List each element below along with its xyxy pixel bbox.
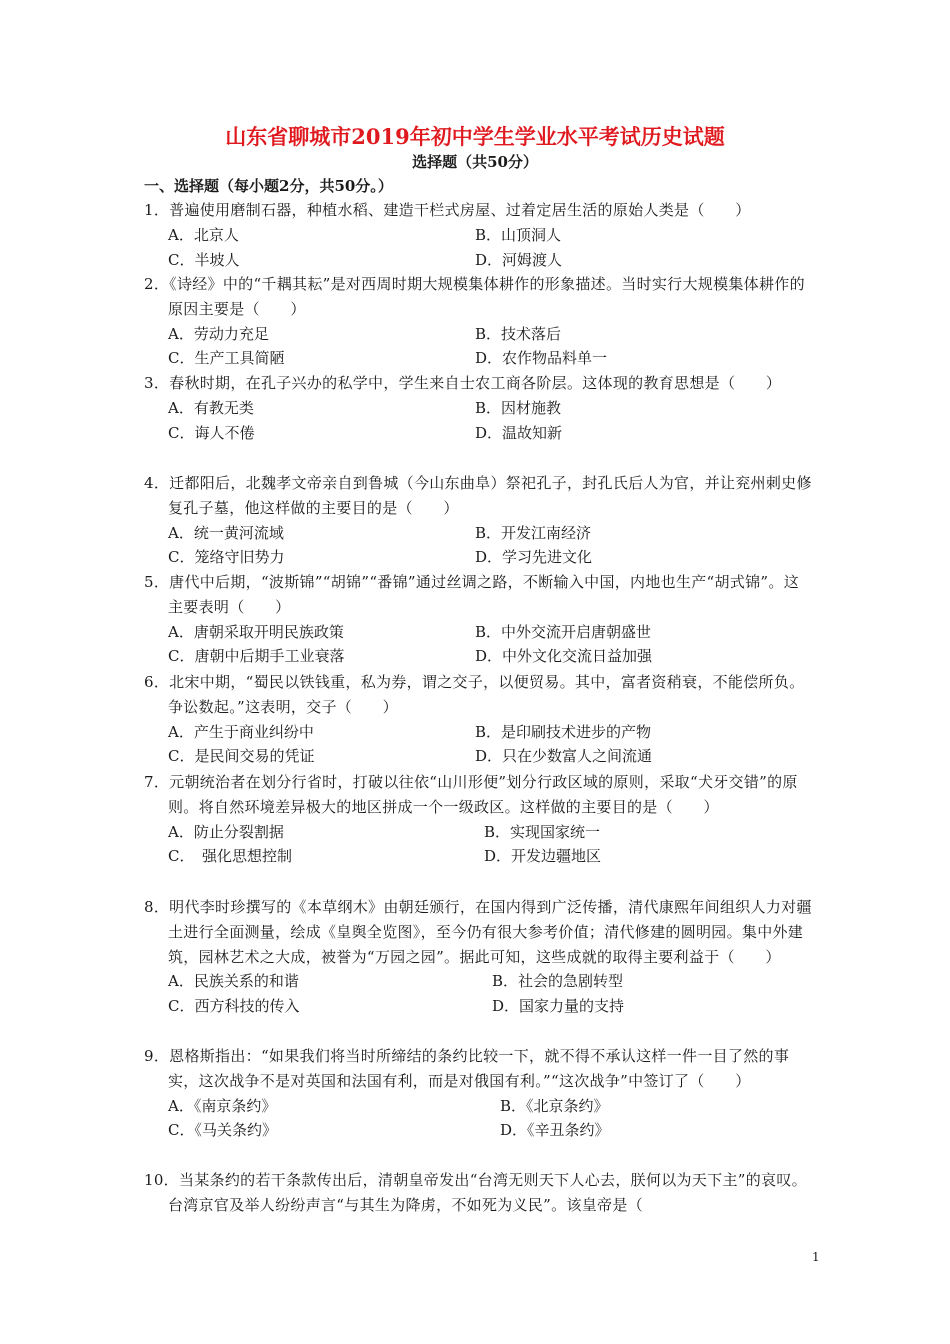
page-subtitle: 选择题（共50分） xyxy=(412,153,538,171)
question-stem: 3．春秋时期，在孔子兴办的私学中，学生来自士农工商各阶层。这体现的教育思想是（ ） xyxy=(144,374,782,392)
option-grid xyxy=(144,223,812,273)
option-grid xyxy=(144,1094,812,1144)
option-a[interactable]: A．有教无类 xyxy=(168,398,254,417)
page-number: 1 xyxy=(812,1250,820,1264)
question-stem: 5．唐代中后期，“波斯锦”“胡锦”“番锦”通过丝调之路，不断输入中国，内地也生产“胡式锦”。这主要表明（ ） xyxy=(144,573,799,616)
option-d[interactable]: D．中外文化交流日益加强 xyxy=(475,647,653,666)
option-grid xyxy=(144,396,812,446)
question-4 xyxy=(144,471,812,570)
option-b[interactable]: B．中外交流开启唐朝盛世 xyxy=(475,622,652,641)
option-c[interactable]: C．西方科技的传入 xyxy=(168,997,300,1016)
option-d[interactable]: D．农作物品料单一 xyxy=(475,349,608,368)
option-b[interactable]: B．是印刷技术进步的产物 xyxy=(475,722,652,741)
question-stem: 10．当某条约的若干条款传出后，清朝皇帝发出“台湾无则天下人心去，朕何以为天下主”的哀叹。台湾京官及举人纷纷声言“与其生为降虏，不如死为义民”。该皇帝是（ xyxy=(144,1171,807,1214)
question-7 xyxy=(144,770,812,869)
option-a[interactable]: A．北京人 xyxy=(168,225,239,244)
question-stem: 7．元朝统治者在划分行省时，打破以往依“山川形便”划分行政区域的原则，采取“犬牙交错”的原则。将自然环境差异极大的地区拼成一个一级政区。这样做的主要目的是（ ） xyxy=(144,773,798,816)
option-a[interactable]: A．劳动力充足 xyxy=(168,324,269,343)
option-b[interactable]: B．《北京条约》 xyxy=(500,1096,609,1115)
option-b[interactable]: B．因材施教 xyxy=(475,398,562,417)
page-title: 山东省聊城市2019年初中学生学业水平考试历史试题 xyxy=(225,124,725,149)
option-a[interactable]: A．产生于商业纠纷中 xyxy=(168,722,314,741)
option-b[interactable]: B．社会的急剧转型 xyxy=(492,972,624,991)
option-d[interactable]: D．学习先进文化 xyxy=(475,548,593,567)
option-grid xyxy=(144,322,812,372)
question-stem: 1．普遍使用磨制石器，种植水稻、建造干栏式房屋、过着定居生活的原始人类是（ ） xyxy=(144,201,751,219)
option-b[interactable]: B．实现国家统一 xyxy=(484,822,601,841)
question-5 xyxy=(144,570,812,669)
option-grid xyxy=(144,521,812,571)
option-a[interactable]: A．《南京条约》 xyxy=(168,1096,277,1115)
question-9 xyxy=(144,1044,812,1143)
section-heading: 一、选择题（每小题2分，共50分。） xyxy=(144,177,393,195)
option-d[interactable]: D．国家力量的支持 xyxy=(492,997,625,1016)
option-c[interactable]: C．笼络守旧势力 xyxy=(168,548,285,567)
option-a[interactable]: A．防止分裂割据 xyxy=(168,822,284,841)
option-b[interactable]: B．开发江南经济 xyxy=(475,523,592,542)
question-10 xyxy=(144,1168,812,1218)
question-stem: 8．明代李时珍撰写的《本草纲木》由朝廷颁行，在国内得到广泛传播，清代康熙年间组织人力对疆土进行全面测量，绘成《皇舆全览图》，至今仍有很大参考价值；清代修建的圆明园。集中外建筑，园林艺术之大成，被誉为“万园之园”。据此可知，这些成就的取得主要利益于（ ） xyxy=(144,898,812,966)
question-3 xyxy=(144,371,812,445)
question-stem: 9．恩格斯指出：“如果我们将当时所缔结的条约比较一下，就不得不承认这样一件一目了然的事实，这次战争不是对英国和法国有利，而是对俄国有利。”“这次战争”中签订了（ ） xyxy=(144,1047,790,1090)
question-2 xyxy=(144,272,812,371)
question-1 xyxy=(144,198,812,272)
option-d[interactable]: D．河姆渡人 xyxy=(475,250,563,269)
option-b[interactable]: B．技术落后 xyxy=(475,324,562,343)
option-c[interactable]: C．诲人不倦 xyxy=(168,423,255,442)
option-grid xyxy=(144,720,812,770)
question-8 xyxy=(144,895,812,1019)
question-stem: 2．《诗经》中的“千耦其耘”是对西周时期大规模集体耕作的形象描述。当时实行大规模集体耕作的原因主要是（ ） xyxy=(144,275,805,318)
option-c[interactable]: C．唐朝中后期手工业衰落 xyxy=(168,647,345,666)
question-stem: 4．迁都阳后，北魏孝文帝亲自到鲁城（今山东曲阜）祭祀孔子，封孔氏后人为官，并让兖州刺史修复孔子墓，他这样做的主要目的是（ ） xyxy=(144,474,812,517)
question-stem: 6．北宋中期，“蜀民以铁钱重，私为券，谓之交子，以便贸易。其中，富者资稍衰，不能偿所负。争讼数起。”这表明，交子（ ） xyxy=(144,673,805,716)
option-c[interactable]: C．半坡人 xyxy=(168,250,240,269)
option-c[interactable]: C．《马关条约》 xyxy=(168,1121,277,1140)
option-a[interactable]: A．民族关系的和谐 xyxy=(168,972,299,991)
option-a[interactable]: A．统一黄河流域 xyxy=(168,523,284,542)
option-d[interactable]: D．只在少数富人之间流通 xyxy=(475,747,653,766)
option-c[interactable]: C．是民间交易的凭证 xyxy=(168,747,315,766)
option-c[interactable]: C．生产工具简陋 xyxy=(168,349,285,368)
question-6 xyxy=(144,670,812,769)
option-b[interactable]: B．山顶洞人 xyxy=(475,225,562,244)
option-d[interactable]: D．开发边疆地区 xyxy=(484,847,602,866)
option-grid xyxy=(144,969,812,1019)
option-d[interactable]: D．温故知新 xyxy=(475,423,563,442)
option-grid xyxy=(144,820,812,870)
option-a[interactable]: A．唐朝采取开明民族政策 xyxy=(168,622,344,641)
option-c[interactable]: C． 强化思想控制 xyxy=(168,847,292,866)
option-grid xyxy=(144,620,812,670)
option-d[interactable]: D．《辛丑条约》 xyxy=(500,1121,610,1140)
